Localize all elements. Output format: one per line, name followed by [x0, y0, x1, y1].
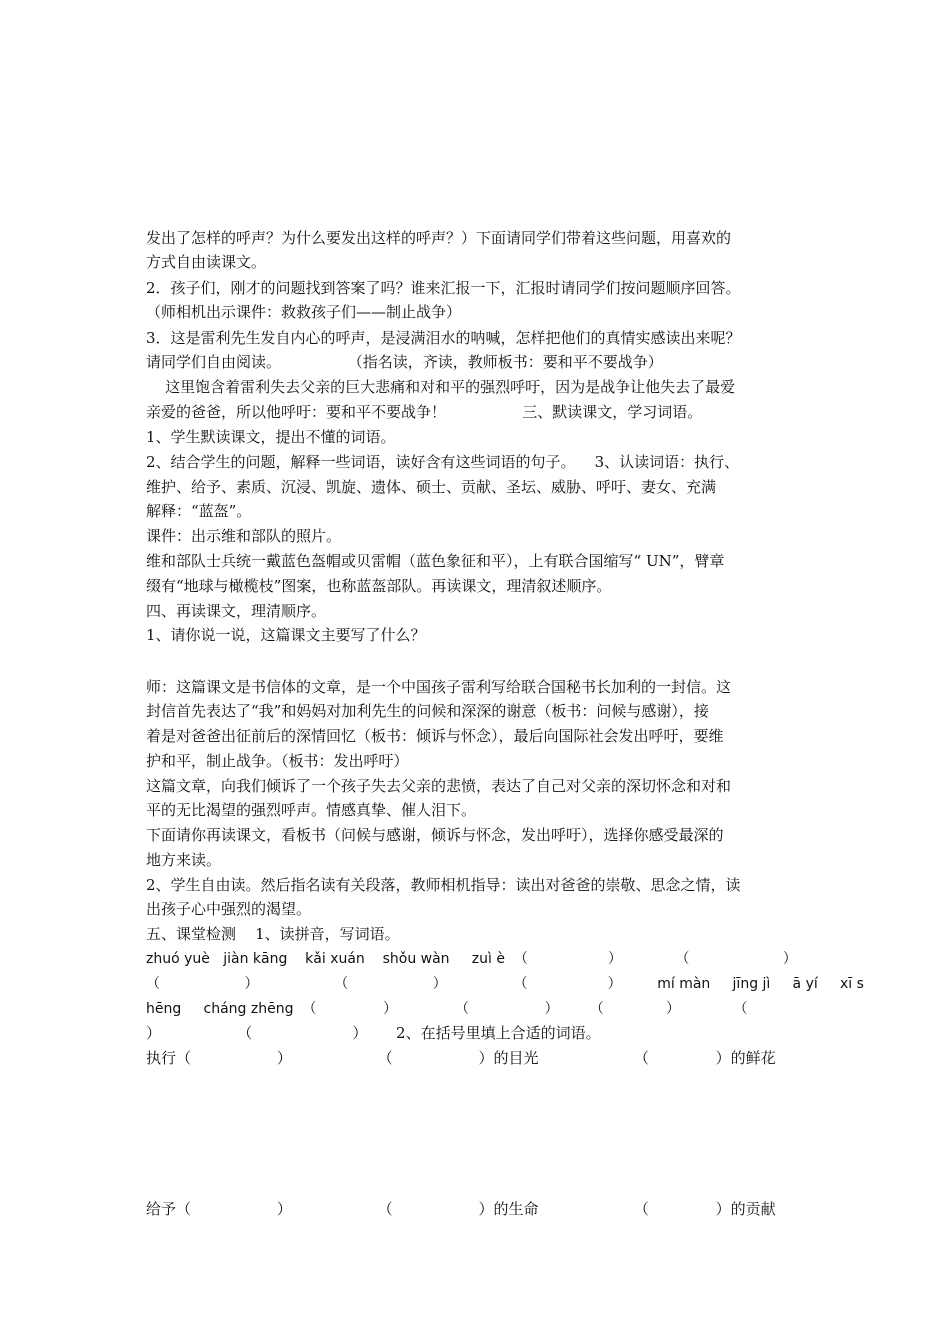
paragraph-line: 平的无比渴望的强烈呼声。情感真挚、催人泪下。 — [146, 801, 477, 819]
paragraph-line: 维和部队士兵统一戴蓝色盔帽或贝雷帽（蓝色象征和平），上有联合国缩写“ UN”，臂章 — [146, 552, 725, 570]
paragraph-line: 着是对爸爸出征前后的深情回忆（板书：倾诉与怀念），最后向国际社会发出呼吁，要维 — [146, 727, 724, 745]
paragraph-line: （师相机出示课件：救救孩子们——制止战争） — [146, 303, 462, 321]
paragraph-line: 护和平，制止战争。（板书：发出呼吁） — [146, 752, 409, 770]
paragraph-line: 2、学生自由读。然后指名读有关段落，教师相机指导：读出对爸爸的崇敬、思念之情，读 — [146, 876, 741, 894]
paragraph-line: 请同学们自由阅读。 （指名读，齐读，教师板书：要和平不要战争） — [146, 353, 663, 371]
paragraph-line: 下面请你再读课文，看板书（问候与感谢，倾诉与怀念，发出呼吁），选择你感受最深的 — [146, 826, 724, 844]
pinyin-exercise-line: zhuó yuè jiàn kāng kǎi xuán shǒu wàn zuì è （ ） （ ） — [146, 951, 797, 967]
pinyin-exercise-line: （ ） （ ） （ ） mí màn jīng jì ā yí xī s — [146, 976, 864, 992]
paragraph-line: 2．孩子们，刚才的问题找到答案了吗？谁来汇报一下，汇报时请同学们按问题顺序回答。 — [146, 279, 741, 297]
section-heading: 四、再读课文，理清顺序。 — [146, 602, 327, 620]
paragraph-line: 这里饱含着雷利失去父亲的巨大悲痛和对和平的强烈呼吁，因为是战争让他失去了最爱 — [146, 378, 736, 396]
paragraph-line: 1、学生默读课文，提出不懂的词语。 — [146, 428, 396, 446]
paragraph-line: 发出了怎样的呼声？为什么要发出这样的呼声？）下面请同学们带着这些问题，用喜欢的 — [146, 229, 732, 247]
paragraph-line: 封信首先表达了“我”和妈妈对加利先生的问候和深深的谢意（板书：问候与感谢），接 — [146, 702, 709, 720]
fill-blank-line: 给予（ ） （ ）的生命 （ ）的贡献 — [146, 1200, 776, 1218]
paragraph-line: 课件：出示维和部队的照片。 — [146, 527, 342, 545]
paragraph-line: 1、请你说一说，这篇课文主要写了什么？ — [146, 626, 426, 644]
paragraph-line: 2、结合学生的问题，解释一些词语，读好含有这些词语的句子。 3、认读词语：执行、 — [146, 453, 740, 471]
paragraph-line: 缀有“地球与橄榄枝”图案，也称蓝盔部队。再读课文，理清叙述顺序。 — [146, 577, 612, 595]
fill-blank-line: 执行（ ） （ ）的目光 （ ）的鲜花 — [146, 1049, 776, 1067]
paragraph-line: 出孩子心中强烈的渴望。 — [146, 900, 312, 918]
paragraph-line: 3．这是雷利先生发自内心的呼声，是浸满泪水的呐喊，怎样把他们的真情实感读出来呢？ — [146, 329, 741, 347]
paragraph-line: 亲爱的爸爸，所以他呼吁：要和平不要战争！ 三、默读课文，学习词语。 — [146, 403, 703, 421]
paragraph-line: 解释：“蓝盔”。 — [146, 502, 252, 520]
paragraph-line: 地方来读。 — [146, 851, 222, 869]
section-heading: 五、课堂检测 1、读拼音，写词语。 — [146, 925, 400, 943]
paragraph-line: 这篇文章，向我们倾诉了一个孩子失去父亲的悲愤，表达了自己对父亲的深切怀念和对和 — [146, 777, 732, 795]
paragraph-line: 维护、给予、素质、沉浸、凯旋、遗体、硕士、贡献、圣坛、威胁、呼吁、妻女、充满 — [146, 478, 717, 496]
paragraph-line: 师：这篇课文是书信体的文章，是一个中国孩子雷利写给联合国秘书长加利的一封信。这 — [146, 678, 732, 696]
paragraph-line: 方式自由读课文。 — [146, 253, 267, 271]
pinyin-exercise-line: hēng cháng zhēng （ ） （ ） （ ） （ — [146, 1001, 748, 1017]
pinyin-exercise-line: ） （ ） 2、在括号里填上合适的词语。 — [146, 1024, 601, 1042]
